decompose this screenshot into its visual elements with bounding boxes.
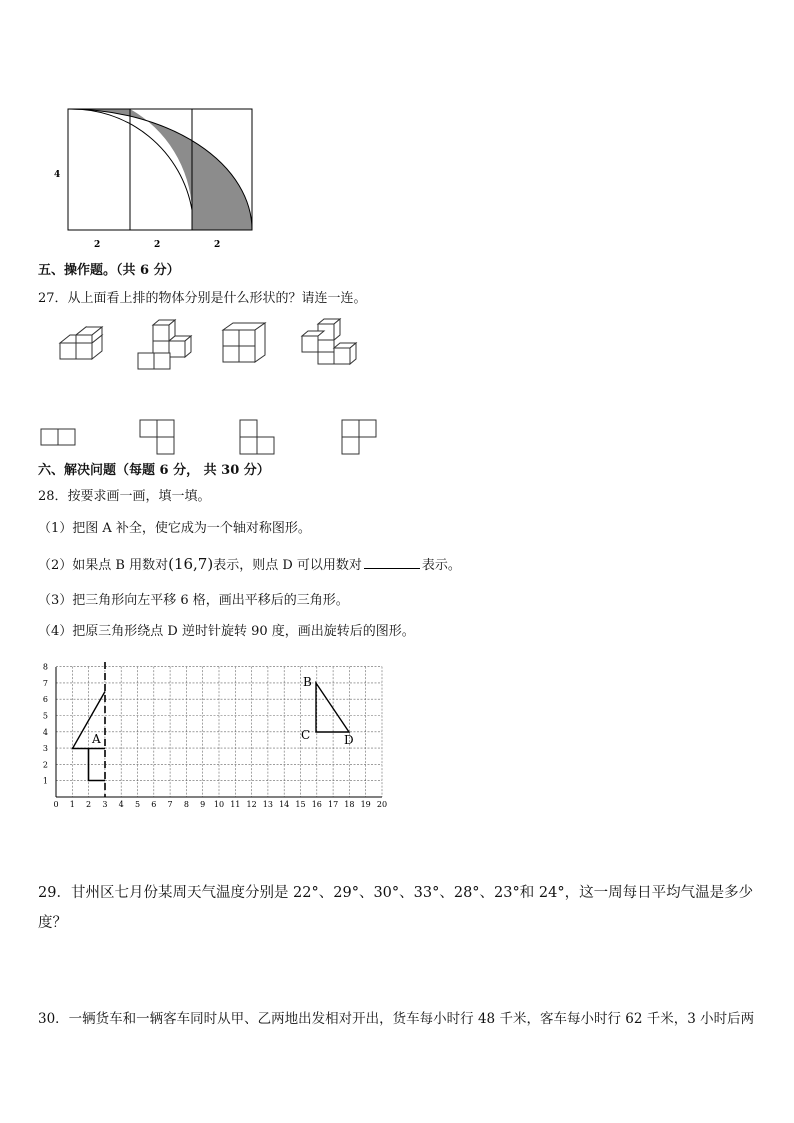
shaded-region bbox=[68, 109, 252, 230]
q28-2-after: 表示。 bbox=[421, 558, 461, 573]
width-label-2: 2 bbox=[154, 240, 161, 250]
label-c: C bbox=[301, 728, 311, 742]
x-tick-label: 7 bbox=[167, 800, 173, 809]
x-tick-label: 1 bbox=[69, 800, 75, 809]
x-tick-label: 5 bbox=[134, 800, 141, 809]
object-4 bbox=[302, 319, 356, 364]
question-28: 28．按要求画一画，填一填。 bbox=[38, 489, 211, 504]
x-tick-label: 14 bbox=[279, 800, 290, 809]
label-a: A bbox=[92, 732, 101, 746]
x-axis-ticks bbox=[53, 800, 387, 809]
top-view-2 bbox=[140, 420, 174, 454]
x-tick-label: 8 bbox=[183, 800, 189, 809]
question-30: 30．一辆货车和一辆客车同时从甲、乙两地出发相对开出，货车每小时行 48 千米，客车每小时行 62 千米，3 小时后两 bbox=[38, 1011, 755, 1027]
q28-2-before: （2）如果点 B 用数对 bbox=[38, 558, 169, 573]
top-view-shapes-row bbox=[38, 415, 378, 457]
x-tick-label: 15 bbox=[295, 800, 306, 809]
top-view-1 bbox=[41, 429, 75, 445]
q28-2-mid: 表示，则点 D 可以用数对 bbox=[213, 558, 362, 573]
question-28-part-2 bbox=[38, 555, 461, 575]
x-tick-label: 12 bbox=[246, 800, 257, 809]
x-tick-label: 17 bbox=[328, 800, 339, 809]
width-label-1: 2 bbox=[94, 240, 101, 250]
x-tick-label: 0 bbox=[53, 800, 59, 809]
section-6-title: 六、解决问题（每题 6 分， 共 30 分） bbox=[38, 463, 270, 478]
shaded-quarter-circle-figure bbox=[48, 104, 268, 252]
object-1 bbox=[60, 327, 102, 359]
x-tick-label: 20 bbox=[376, 800, 388, 809]
x-tick-label: 10 bbox=[213, 800, 225, 809]
x-tick-label: 19 bbox=[360, 800, 371, 809]
x-tick-label: 11 bbox=[230, 800, 241, 809]
coordinate-grid bbox=[36, 654, 392, 810]
y-tick-label: 3 bbox=[42, 744, 48, 754]
triangle-bcd bbox=[316, 683, 349, 732]
y-tick-label: 8 bbox=[42, 662, 48, 672]
x-tick-label: 3 bbox=[102, 800, 108, 809]
question-28-part-4: （4）把原三角形绕点 D 逆时针旋转 90 度，画出旋转后的图形。 bbox=[38, 624, 415, 639]
section-5-title: 五、操作题。（共 6 分） bbox=[38, 263, 180, 278]
x-tick-label: 6 bbox=[151, 800, 157, 809]
question-28-part-1: （1）把图 A 补全，使它成为一个轴对称图形。 bbox=[38, 521, 311, 536]
y-tick-label: 5 bbox=[42, 711, 48, 721]
x-tick-label: 2 bbox=[86, 800, 92, 809]
object-2 bbox=[138, 320, 191, 369]
y-tick-label: 4 bbox=[42, 727, 48, 737]
x-tick-label: 16 bbox=[311, 800, 322, 809]
x-tick-label: 4 bbox=[118, 800, 124, 809]
width-label-3: 2 bbox=[214, 240, 221, 250]
x-tick-label: 13 bbox=[262, 800, 273, 809]
question-28-part-3: （3）把三角形向左平移 6 格，画出平移后的三角形。 bbox=[38, 593, 349, 608]
label-b: B bbox=[303, 675, 312, 689]
y-tick-label: 6 bbox=[42, 695, 48, 705]
question-27: 27．从上面看上排的物体分别是什么形状的？请连一连。 bbox=[38, 291, 367, 306]
q28-2-pair: (16,7) bbox=[168, 555, 214, 573]
x-tick-label: 18 bbox=[344, 800, 355, 809]
y-tick-label: 7 bbox=[42, 678, 48, 688]
y-axis-ticks bbox=[43, 663, 48, 786]
object-3 bbox=[223, 323, 265, 362]
question-29: 29．甘州区七月份某周天气温度分别是 22°、29°、30°、33°、28°、23°和 24°，这一周每日平均气温是多少度？ bbox=[38, 885, 754, 931]
x-tick-label: 9 bbox=[200, 800, 206, 809]
cube-objects-row bbox=[50, 318, 370, 374]
y-tick-label: 2 bbox=[42, 760, 48, 770]
height-label: 4 bbox=[54, 170, 61, 180]
top-view-3 bbox=[240, 420, 274, 454]
label-d: D bbox=[344, 733, 354, 747]
y-tick-label: 1 bbox=[42, 776, 48, 786]
answer-blank[interactable] bbox=[364, 556, 420, 569]
top-view-4 bbox=[342, 420, 376, 454]
